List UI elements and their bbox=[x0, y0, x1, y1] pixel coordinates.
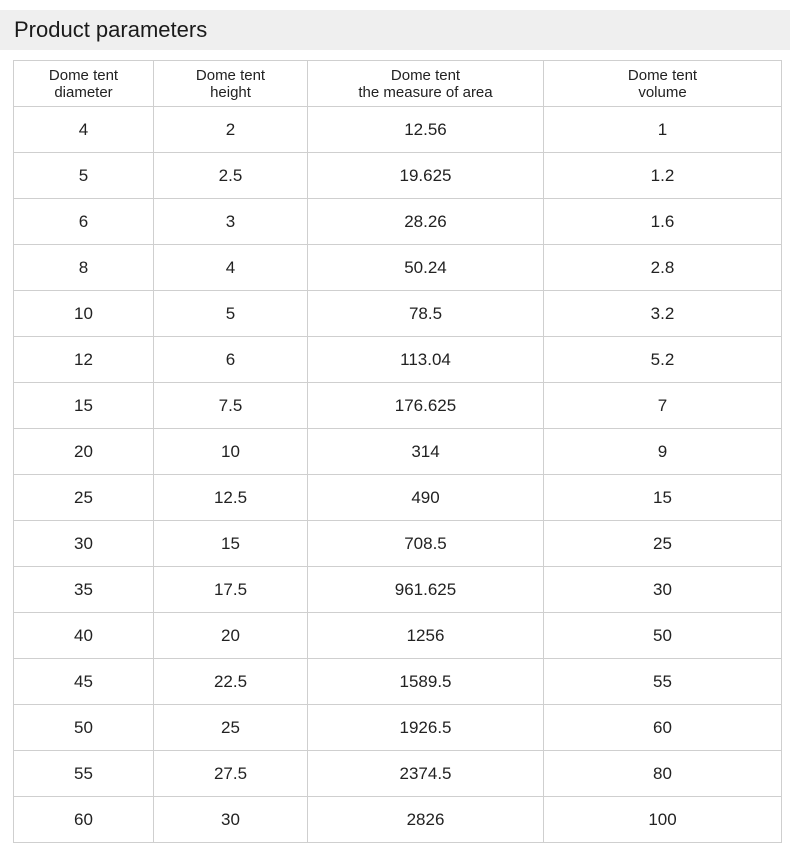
header-line-1: Dome tent bbox=[627, 66, 698, 84]
table-row bbox=[14, 521, 782, 567]
table-header-row bbox=[14, 61, 782, 107]
cell-diameter: 4 bbox=[14, 107, 154, 153]
table-row bbox=[14, 567, 782, 613]
table-body bbox=[14, 107, 782, 843]
table-row bbox=[14, 107, 782, 153]
cell-area: 28.26 bbox=[308, 199, 544, 245]
cell-diameter: 35 bbox=[14, 567, 154, 613]
product-parameters-table bbox=[13, 60, 782, 843]
cell-area: 113.04 bbox=[308, 337, 544, 383]
cell-height: 25 bbox=[154, 705, 308, 751]
cell-area: 708.5 bbox=[308, 521, 544, 567]
table-row bbox=[14, 751, 782, 797]
cell-volume: 55 bbox=[544, 659, 782, 705]
cell-volume: 25 bbox=[544, 521, 782, 567]
cell-height: 2 bbox=[154, 107, 308, 153]
table-row bbox=[14, 383, 782, 429]
header-line-1: Dome tent bbox=[195, 66, 266, 84]
cell-area: 1926.5 bbox=[308, 705, 544, 751]
cell-volume: 7 bbox=[544, 383, 782, 429]
header-line-2: diameter bbox=[54, 83, 113, 101]
cell-height: 30 bbox=[154, 797, 308, 843]
cell-volume: 30 bbox=[544, 567, 782, 613]
cell-height: 12.5 bbox=[154, 475, 308, 521]
cell-diameter: 6 bbox=[14, 199, 154, 245]
cell-area: 1589.5 bbox=[308, 659, 544, 705]
cell-volume: 60 bbox=[544, 705, 782, 751]
cell-area: 961.625 bbox=[308, 567, 544, 613]
cell-diameter: 5 bbox=[14, 153, 154, 199]
cell-area: 176.625 bbox=[308, 383, 544, 429]
cell-diameter: 10 bbox=[14, 291, 154, 337]
table-row bbox=[14, 199, 782, 245]
table-row bbox=[14, 245, 782, 291]
cell-diameter: 12 bbox=[14, 337, 154, 383]
header-line-2: volume bbox=[638, 83, 687, 101]
cell-volume: 15 bbox=[544, 475, 782, 521]
cell-height: 6 bbox=[154, 337, 308, 383]
cell-diameter: 20 bbox=[14, 429, 154, 475]
cell-height: 17.5 bbox=[154, 567, 308, 613]
table-row bbox=[14, 705, 782, 751]
header-diameter bbox=[14, 61, 154, 107]
table-row bbox=[14, 337, 782, 383]
cell-height: 4 bbox=[154, 245, 308, 291]
cell-area: 50.24 bbox=[308, 245, 544, 291]
cell-height: 10 bbox=[154, 429, 308, 475]
cell-volume: 1 bbox=[544, 107, 782, 153]
cell-area: 490 bbox=[308, 475, 544, 521]
header-height bbox=[154, 61, 308, 107]
cell-area: 19.625 bbox=[308, 153, 544, 199]
cell-height: 22.5 bbox=[154, 659, 308, 705]
cell-volume: 1.2 bbox=[544, 153, 782, 199]
header-volume bbox=[544, 61, 782, 107]
cell-volume: 50 bbox=[544, 613, 782, 659]
cell-volume: 100 bbox=[544, 797, 782, 843]
cell-volume: 80 bbox=[544, 751, 782, 797]
cell-area: 12.56 bbox=[308, 107, 544, 153]
cell-volume: 9 bbox=[544, 429, 782, 475]
header-line-2: the measure of area bbox=[358, 83, 493, 101]
header-line-1: Dome tent bbox=[390, 66, 461, 84]
cell-height: 3 bbox=[154, 199, 308, 245]
cell-diameter: 30 bbox=[14, 521, 154, 567]
cell-height: 27.5 bbox=[154, 751, 308, 797]
cell-diameter: 60 bbox=[14, 797, 154, 843]
cell-height: 2.5 bbox=[154, 153, 308, 199]
cell-area: 2826 bbox=[308, 797, 544, 843]
cell-area: 1256 bbox=[308, 613, 544, 659]
table-row bbox=[14, 153, 782, 199]
cell-diameter: 45 bbox=[14, 659, 154, 705]
cell-volume: 5.2 bbox=[544, 337, 782, 383]
header-line-2: height bbox=[210, 83, 251, 101]
table-row bbox=[14, 475, 782, 521]
cell-diameter: 55 bbox=[14, 751, 154, 797]
title-band bbox=[0, 10, 790, 50]
cell-volume: 2.8 bbox=[544, 245, 782, 291]
cell-height: 7.5 bbox=[154, 383, 308, 429]
cell-height: 20 bbox=[154, 613, 308, 659]
header-line-1: Dome tent bbox=[48, 66, 119, 84]
cell-diameter: 40 bbox=[14, 613, 154, 659]
table-row bbox=[14, 613, 782, 659]
cell-volume: 3.2 bbox=[544, 291, 782, 337]
header-area bbox=[308, 61, 544, 107]
cell-area: 78.5 bbox=[308, 291, 544, 337]
table-row bbox=[14, 797, 782, 843]
page-title: Product parameters bbox=[14, 17, 208, 42]
cell-diameter: 50 bbox=[14, 705, 154, 751]
cell-height: 15 bbox=[154, 521, 308, 567]
cell-diameter: 8 bbox=[14, 245, 154, 291]
table-row bbox=[14, 659, 782, 705]
cell-area: 2374.5 bbox=[308, 751, 544, 797]
cell-diameter: 25 bbox=[14, 475, 154, 521]
table-row bbox=[14, 429, 782, 475]
cell-diameter: 15 bbox=[14, 383, 154, 429]
cell-height: 5 bbox=[154, 291, 308, 337]
table-row bbox=[14, 291, 782, 337]
cell-volume: 1.6 bbox=[544, 199, 782, 245]
cell-area: 314 bbox=[308, 429, 544, 475]
